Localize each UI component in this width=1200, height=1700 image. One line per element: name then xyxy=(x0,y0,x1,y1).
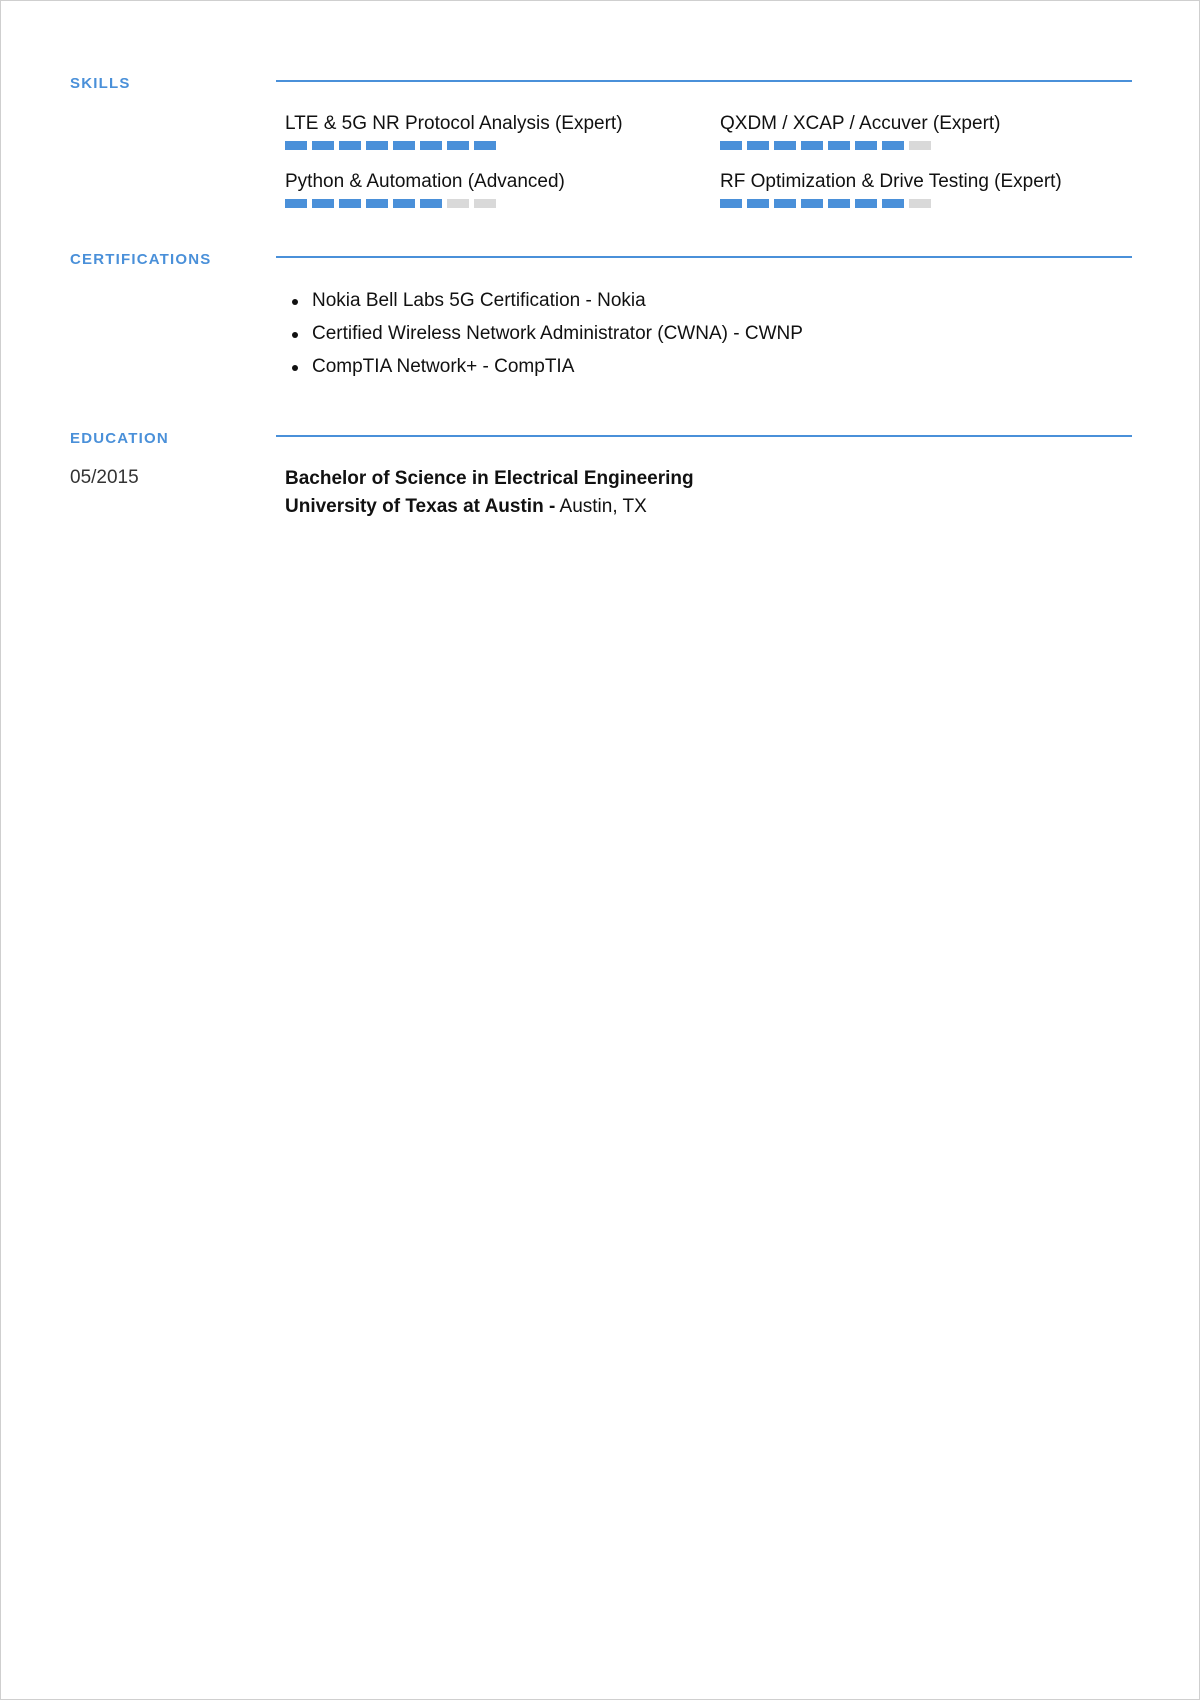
certification-item: CompTIA Network+ - CompTIA xyxy=(285,355,1132,379)
skill-segment-filled xyxy=(474,141,496,150)
skill-segment-filled xyxy=(339,141,361,150)
skill-segment-filled xyxy=(312,141,334,150)
skill-segment-empty xyxy=(909,199,931,208)
education-school-line xyxy=(285,493,1132,521)
education-school: University of Texas at Austin - xyxy=(285,496,556,517)
skill-segment-empty xyxy=(447,199,469,208)
education-date: 05/2015 xyxy=(70,467,139,488)
skill-segment-filled xyxy=(747,141,769,150)
skill-name: LTE & 5G NR Protocol Analysis (Expert) xyxy=(285,113,623,134)
skill-segment-filled xyxy=(393,199,415,208)
skill-name: Python & Automation (Advanced) xyxy=(285,171,565,192)
skill-segment-filled xyxy=(747,199,769,208)
certification-item: Certified Wireless Network Administrator (CWNA) - CWNP xyxy=(285,322,1132,346)
section-divider xyxy=(276,256,1132,258)
education-degree: Bachelor of Science in Electrical Engineering xyxy=(285,468,694,489)
skill-level-bar xyxy=(720,141,1140,150)
skill-segment-filled xyxy=(285,199,307,208)
skill-segment-filled xyxy=(366,199,388,208)
skill-item xyxy=(720,112,1140,150)
section-divider xyxy=(276,435,1132,437)
certification-list xyxy=(285,289,1132,379)
education-location: Austin, TX xyxy=(559,496,647,517)
skill-segment-filled xyxy=(285,141,307,150)
skill-segment-filled xyxy=(882,141,904,150)
section-title-certifications: CERTIFICATIONS xyxy=(70,251,212,268)
skill-segment-filled xyxy=(855,141,877,150)
skill-segment-filled xyxy=(801,199,823,208)
skill-segment-empty xyxy=(474,199,496,208)
skill-segment-empty xyxy=(909,141,931,150)
skill-segment-filled xyxy=(828,141,850,150)
skill-segment-filled xyxy=(855,199,877,208)
skill-name: QXDM / XCAP / Accuver (Expert) xyxy=(720,113,1001,134)
section-divider xyxy=(276,80,1132,82)
skill-segment-filled xyxy=(366,141,388,150)
skill-level-bar xyxy=(285,199,720,208)
skill-segment-filled xyxy=(774,141,796,150)
skill-segment-filled xyxy=(774,199,796,208)
skill-segment-filled xyxy=(420,141,442,150)
skill-level-bar xyxy=(285,141,720,150)
skill-item xyxy=(285,112,720,150)
skill-level-bar xyxy=(720,199,1140,208)
skill-segment-filled xyxy=(882,199,904,208)
skill-segment-filled xyxy=(339,199,361,208)
skill-segment-filled xyxy=(720,199,742,208)
skill-name: RF Optimization & Drive Testing (Expert) xyxy=(720,171,1062,192)
skills-grid xyxy=(285,112,1132,208)
skill-item xyxy=(720,170,1140,208)
skill-segment-filled xyxy=(801,141,823,150)
skill-segment-filled xyxy=(420,199,442,208)
skill-segment-filled xyxy=(828,199,850,208)
skill-item xyxy=(285,170,720,208)
skill-segment-filled xyxy=(447,141,469,150)
section-title-education: EDUCATION xyxy=(70,430,169,447)
certification-item: Nokia Bell Labs 5G Certification - Nokia xyxy=(285,289,1132,313)
skill-segment-filled xyxy=(312,199,334,208)
skill-segment-filled xyxy=(393,141,415,150)
skill-segment-filled xyxy=(720,141,742,150)
section-title-skills: SKILLS xyxy=(70,75,131,92)
